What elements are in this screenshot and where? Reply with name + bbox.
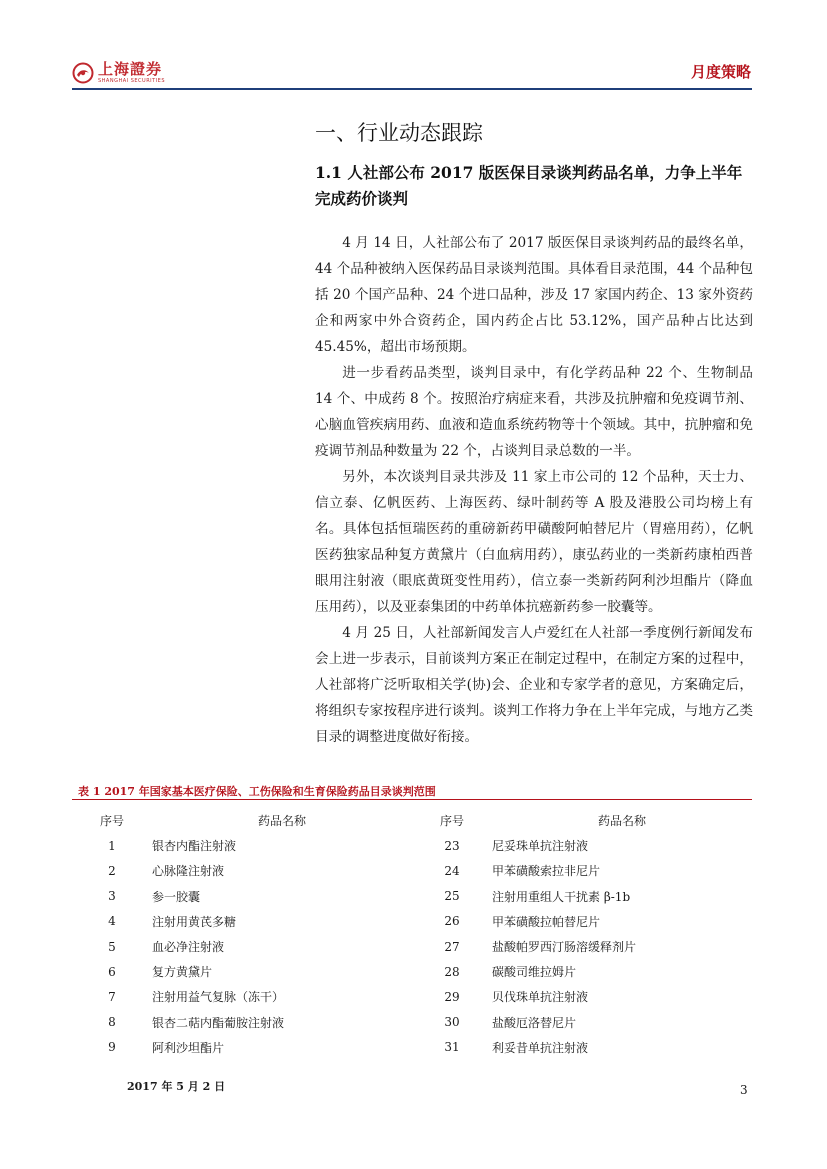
table-row: [412, 959, 752, 984]
table-row: [72, 833, 412, 858]
row-name: 阿利沙坦酯片: [152, 1040, 225, 1055]
row-no: 24: [444, 863, 460, 878]
table-row: [412, 884, 752, 909]
subsection-title: 1.1 人社部公布 2017 版医保目录谈判药品名单，力争上半年完成药价谈判: [315, 163, 743, 208]
table-row: [412, 833, 752, 858]
row-name: 碳酸司维拉姆片: [492, 965, 577, 980]
logo-emblem-icon: [72, 62, 94, 84]
drug-table-right: [412, 808, 752, 1060]
table-row: [72, 858, 412, 883]
row-no: 3: [108, 889, 116, 904]
body-text: [315, 230, 753, 750]
table-row: [412, 1035, 752, 1060]
section-title: 一、行业动态跟踪: [315, 121, 483, 145]
row-name: 注射用黄芪多糖: [152, 914, 237, 929]
row-no: 8: [108, 1015, 116, 1030]
table-row: [412, 909, 752, 934]
drug-table-left: [72, 808, 412, 1060]
header-name: 药品名称: [597, 814, 646, 829]
row-no: 7: [108, 989, 116, 1004]
row-name: 利妥昔单抗注射液: [492, 1040, 589, 1055]
row-name: 参一胶囊: [152, 889, 201, 904]
row-no: 31: [444, 1040, 460, 1055]
row-no: 29: [444, 989, 460, 1004]
table-row: [72, 984, 412, 1009]
table-row: [72, 909, 412, 934]
row-name: 盐酸厄洛替尼片: [492, 1015, 577, 1030]
row-no: 30: [444, 1015, 460, 1030]
table-header-row: [412, 808, 752, 833]
row-no: 9: [108, 1040, 116, 1055]
paragraph-4: 4 月 25 日，人社部新闻发言人卢爱红在人社部一季度例行新闻发布会上进一步表示，目前谈判方案正在制定过程中，在制定方案的过程中，人社部将广泛听取相关学(协)会、企业和专家学者的意见，方案确定后，将组织专家按程序进行谈判。谈判工作将力争在上半年完成，与地方乙类目录的调整进度做好衔接。: [315, 625, 753, 745]
row-name: 血必净注射液: [152, 940, 225, 955]
table-header-row: [72, 808, 412, 833]
row-no: 25: [444, 889, 460, 904]
row-no: 1: [108, 838, 116, 853]
row-name: 注射用重组人干扰素 β-1b: [492, 889, 631, 904]
table-row: [72, 1035, 412, 1060]
table-row: [412, 858, 752, 883]
table-divider: [72, 799, 752, 800]
row-name: 甲苯磺酸拉帕替尼片: [492, 914, 601, 929]
header-no: 序号: [439, 814, 464, 829]
row-no: 4: [108, 914, 116, 929]
row-no: 6: [108, 964, 116, 979]
table-row: [412, 1010, 752, 1035]
row-name: 甲苯磺酸索拉非尼片: [492, 864, 601, 879]
row-name: 心脉隆注射液: [152, 864, 225, 879]
row-name: 银杏内酯注射液: [152, 839, 237, 854]
row-name: 尼妥珠单抗注射液: [492, 839, 589, 854]
doc-type-label: 月度策略: [690, 63, 751, 81]
paragraph-3: 另外，本次谈判目录共涉及 11 家上市公司的 12 个品种，天士力、信立泰、亿帆医药、上海医药、绿叶制药等 A 股及港股公司均榜上有名。具体包括恒瑞医药的重磅新药甲磺酸阿帕替尼片（胃癌用药），亿帆医药独家品种复方黄黛片（白血病用药），康弘药业的一类新药康柏西普眼用注射液（眼底黄斑变性用药），信立泰一类新药阿利沙坦酯片（降血压用药），以及亚泰集团的中药单体抗癌新药参一胶囊等。: [315, 469, 753, 615]
row-name: 贝伐珠单抗注射液: [492, 990, 589, 1005]
page-number: 3: [740, 1083, 748, 1097]
report-date: 2017 年 5 月 2 日: [127, 1080, 226, 1093]
row-no: 5: [108, 939, 116, 954]
header-divider: [72, 88, 752, 90]
row-no: 27: [444, 939, 460, 954]
row-name: 盐酸帕罗西汀肠溶缓释剂片: [492, 940, 637, 955]
row-no: 23: [444, 838, 460, 853]
table-row: [412, 984, 752, 1009]
header-no: 序号: [99, 814, 124, 829]
row-no: 2: [108, 863, 116, 878]
logo-name-cn: 上海證券: [98, 60, 163, 78]
table-row: [72, 1010, 412, 1035]
row-name: 注射用益气复脉（冻干）: [152, 990, 285, 1005]
table-caption: 表 1 2017 年国家基本医疗保险、工伤保险和生育保险药品目录谈判范围: [78, 785, 436, 798]
table-row: [72, 934, 412, 959]
row-no: 28: [444, 964, 460, 979]
row-name: 复方黄黛片: [152, 965, 213, 980]
row-no: 26: [444, 914, 460, 929]
header-name: 药品名称: [257, 814, 306, 829]
table-row: [72, 959, 412, 984]
row-name: 银杏二萜内酯葡胺注射液: [152, 1015, 285, 1030]
paragraph-1: 4 月 14 日，人社部公布了 2017 版医保目录谈判药品的最终名单，44 个品种被纳入医保药品目录谈判范围。具体看目录范围，44 个品种包括 20 个国产品种、24 个进口品种，涉及 17 家国内药企、13 家外资药企和两家中外合资药企，国内药企占比 53.12%，国产品种占比达到 45.45%，超出市场预期。: [315, 235, 753, 355]
table-row: [72, 884, 412, 909]
logo-name-en: SHANGHAI SECURITIES: [98, 78, 166, 84]
paragraph-2: 进一步看药品类型，谈判目录中，有化学药品种 22 个、生物制品 14 个、中成药 8 个。按照治疗病症来看，共涉及抗肿瘤和免疫调节剂、心脑血管疾病用药、血液和造血系统药物等十个领域。其中，抗肿瘤和免疫调节剂品种数量为 22 个，占谈判目录总数的一半。: [315, 365, 753, 459]
company-logo: [72, 62, 165, 84]
table-row: [412, 934, 752, 959]
